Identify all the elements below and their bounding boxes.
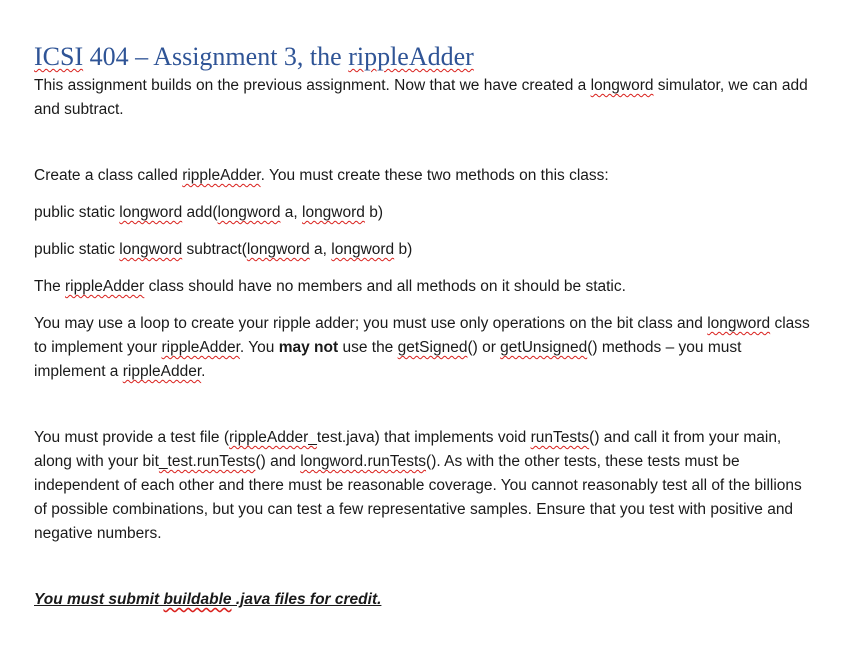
submit-word-buildable: buildable bbox=[163, 591, 232, 608]
intro-word-longword: longword bbox=[590, 77, 654, 94]
loop-text-2: class to implement your bbox=[34, 315, 810, 356]
loop-word-getunsigned: getUnsigned bbox=[500, 339, 588, 356]
sub-sig-text-1: public static bbox=[34, 241, 120, 258]
create-paragraph bbox=[34, 164, 810, 188]
add-sig-text-2: add( bbox=[182, 204, 218, 221]
create-text-1: Create a class called bbox=[34, 167, 183, 184]
submit-note bbox=[34, 588, 810, 612]
add-sig-word-2: longword bbox=[217, 204, 281, 221]
members-text-1: The bbox=[34, 278, 66, 295]
loop-text-6: () methods – you must implement a bbox=[34, 339, 742, 380]
title-prefix: ICSI bbox=[34, 42, 84, 71]
loop-text-7: . bbox=[201, 363, 206, 380]
loop-word-rippleadder: rippleAdder bbox=[161, 339, 240, 356]
loop-bold-may-not: may not bbox=[278, 339, 339, 356]
spacer bbox=[34, 122, 810, 164]
document-title bbox=[34, 42, 810, 72]
title-name: rippleAdder bbox=[348, 42, 474, 71]
tests-text-2: test.java) that implements void bbox=[316, 429, 531, 446]
intro-text-1: This assignment builds on the previous assignment. Now that we have created a bbox=[34, 77, 591, 94]
intro-text-2: simulator, we can add and subtract. bbox=[34, 77, 808, 118]
title-middle: 404 – Assignment 3, the bbox=[83, 42, 349, 71]
add-sig-text-1: public static bbox=[34, 204, 120, 221]
loop-text-5: () or bbox=[467, 339, 501, 356]
tests-word-rippleadder: rippleAdder_ bbox=[229, 429, 317, 446]
loop-word-getsigned: getSigned bbox=[397, 339, 468, 356]
loop-word-longword: longword bbox=[707, 315, 771, 332]
loop-word-rippleadder-2: rippleAdder bbox=[122, 363, 202, 380]
members-text-2: class should have no members and all methods on it should be static. bbox=[144, 278, 626, 295]
document-page bbox=[34, 42, 810, 612]
spacer bbox=[34, 384, 810, 426]
loop-text-4: use the bbox=[338, 339, 398, 356]
tests-text-1: You must provide a test file ( bbox=[34, 429, 229, 446]
tests-word-longword-runtests: longword.runTests bbox=[300, 453, 427, 470]
add-sig-text-4: b) bbox=[364, 204, 383, 221]
sub-sig-word-2: longword bbox=[246, 241, 310, 258]
loop-text-1: You may use a loop to create your ripple adder; you must use only operations on the bit class and bbox=[34, 315, 708, 332]
loop-text-3: . You bbox=[239, 339, 279, 356]
sub-sig-word-3: longword bbox=[331, 241, 395, 258]
tests-text-5: (). As with the other tests, these tests must be independent of each other and there must be reasonable coverage. You cannot reasonably test all of the billions of possible combinations, but you can test a few representative samples. Ensure that you test with positive and negative numbers. bbox=[34, 453, 802, 542]
submit-text-2: .java files for credit. bbox=[231, 591, 382, 608]
sub-sig-text-4: b) bbox=[394, 241, 413, 258]
members-paragraph bbox=[34, 275, 810, 299]
add-sig-word-1: longword bbox=[119, 204, 183, 221]
sub-sig-text-2: subtract( bbox=[182, 241, 247, 258]
add-sig-word-3: longword bbox=[302, 204, 365, 221]
tests-paragraph bbox=[34, 426, 810, 546]
members-word-rippleadder: rippleAdder bbox=[65, 278, 145, 295]
spacer bbox=[34, 546, 810, 588]
loop-paragraph bbox=[34, 312, 810, 384]
sub-sig-text-3: a, bbox=[309, 241, 332, 258]
sub-sig-word-1: longword bbox=[119, 241, 183, 258]
submit-text-1: You must submit bbox=[34, 591, 164, 608]
tests-word-bit-test: _test.runTests bbox=[158, 453, 256, 470]
intro-paragraph bbox=[34, 74, 810, 122]
subtract-signature bbox=[34, 238, 810, 262]
add-sig-text-3: a, bbox=[280, 204, 302, 221]
tests-word-runtests: runTests bbox=[530, 429, 590, 446]
create-text-2: . You must create these two methods on this class: bbox=[260, 167, 609, 184]
tests-text-4: () and bbox=[255, 453, 301, 470]
add-signature bbox=[34, 201, 810, 225]
create-word-rippleadder: rippleAdder bbox=[182, 167, 261, 184]
tests-text-3: () and call it from your main, along with your bit bbox=[34, 429, 782, 470]
